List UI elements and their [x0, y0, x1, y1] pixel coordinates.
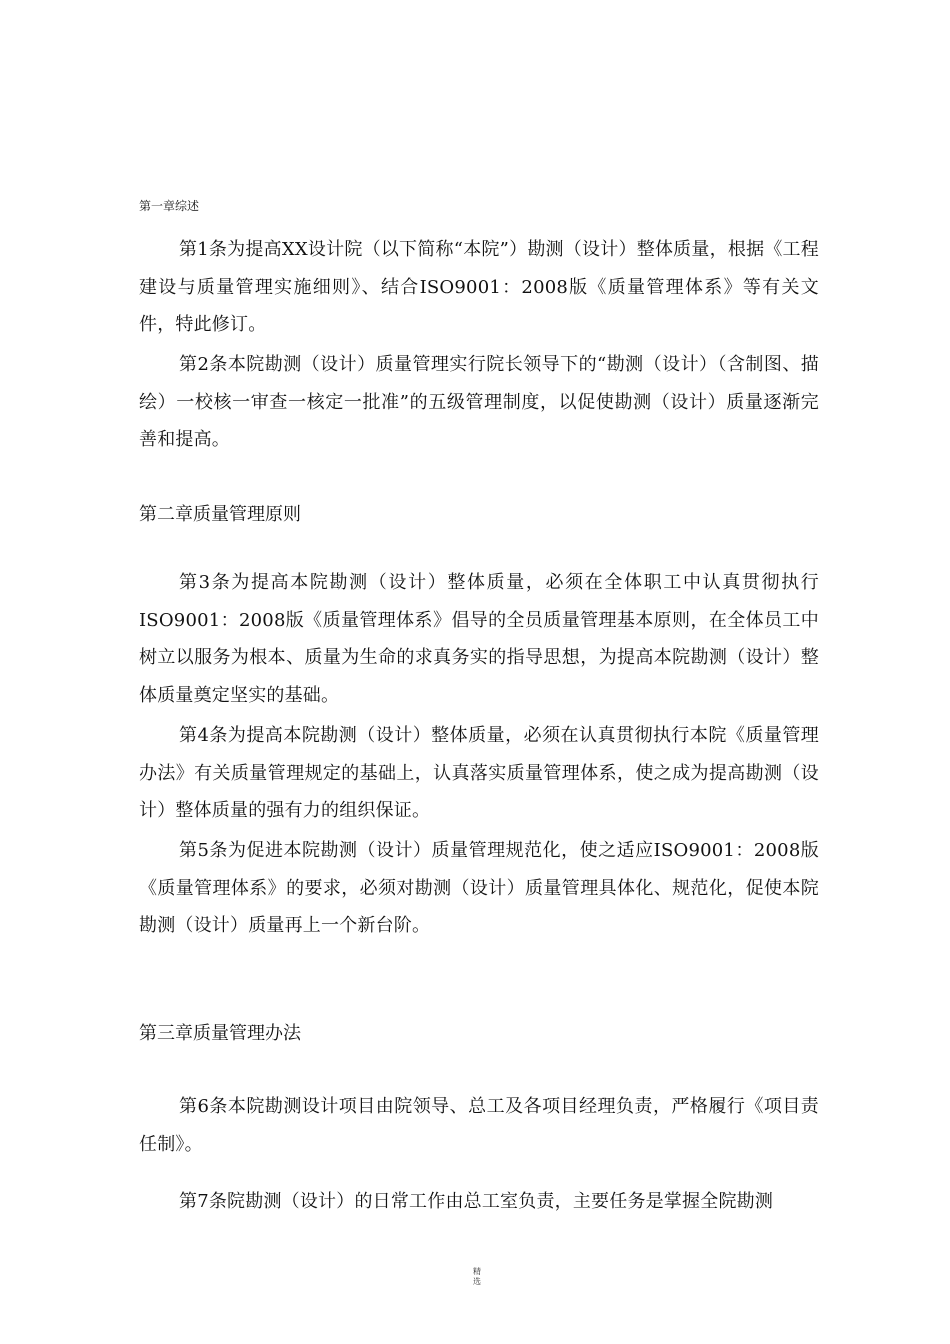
article-2: 第2条本院勘测（设计）质量管理实行院长领导下的“勘测（设计）（含制图、描绘）一校核一审查一核定一批准”的五级管理制度，以促使勘测（设计）质量逐渐完善和提高。 [139, 354, 819, 450]
article-3: 第3条为提高本院勘测（设计）整体质量，必须在全体职工中认真贯彻执行ISO9001：2008版《质量管理体系》倡导的全员质量管理基本原则，在全体员工中树立以服务为根本、质量为生命的求真务实的指导思想，为提高本院勘测（设计）整体质量奠定坚实的基础。 [139, 572, 819, 706]
article-1: 第1条为提高XX设计院（以下简称“本院”）勘测（设计）整体质量，根据《工程建设与质量管理实施细则》、结合ISO9001：2008版《质量管理体系》等有关文件，特此修订。 [139, 239, 819, 335]
chapter-1-title: 第一章综述 [139, 199, 200, 213]
chapter-3-title: 第三章质量管理办法 [139, 1023, 301, 1044]
chapter-2-title: 第二章质量管理原则 [139, 504, 301, 525]
article-4: 第4条为提高本院勘测（设计）整体质量，必须在认真贯彻执行本院《质量管理办法》有关质量管理规定的基础上，认真落实质量管理体系，使之成为提高勘测（设计）整体质量的强有力的组织保证。 [139, 725, 819, 821]
article-5: 第5条为促进本院勘测（设计）质量管理规范化，使之适应ISO9001：2008版《质量管理体系》的要求，必须对勘测（设计）质量管理具体化、规范化，促使本院勘测（设计）质量再上一个新台阶。 [139, 840, 819, 936]
article-7: 第7条院勘测（设计）的日常工作由总工室负责，主要任务是掌握全院勘测 [179, 1191, 774, 1212]
page-footer-mark: 精选 [473, 1267, 481, 1286]
article-6: 第6条本院勘测设计项目由院领导、总工及各项目经理负责，严格履行《项目责任制》。 [139, 1096, 819, 1155]
